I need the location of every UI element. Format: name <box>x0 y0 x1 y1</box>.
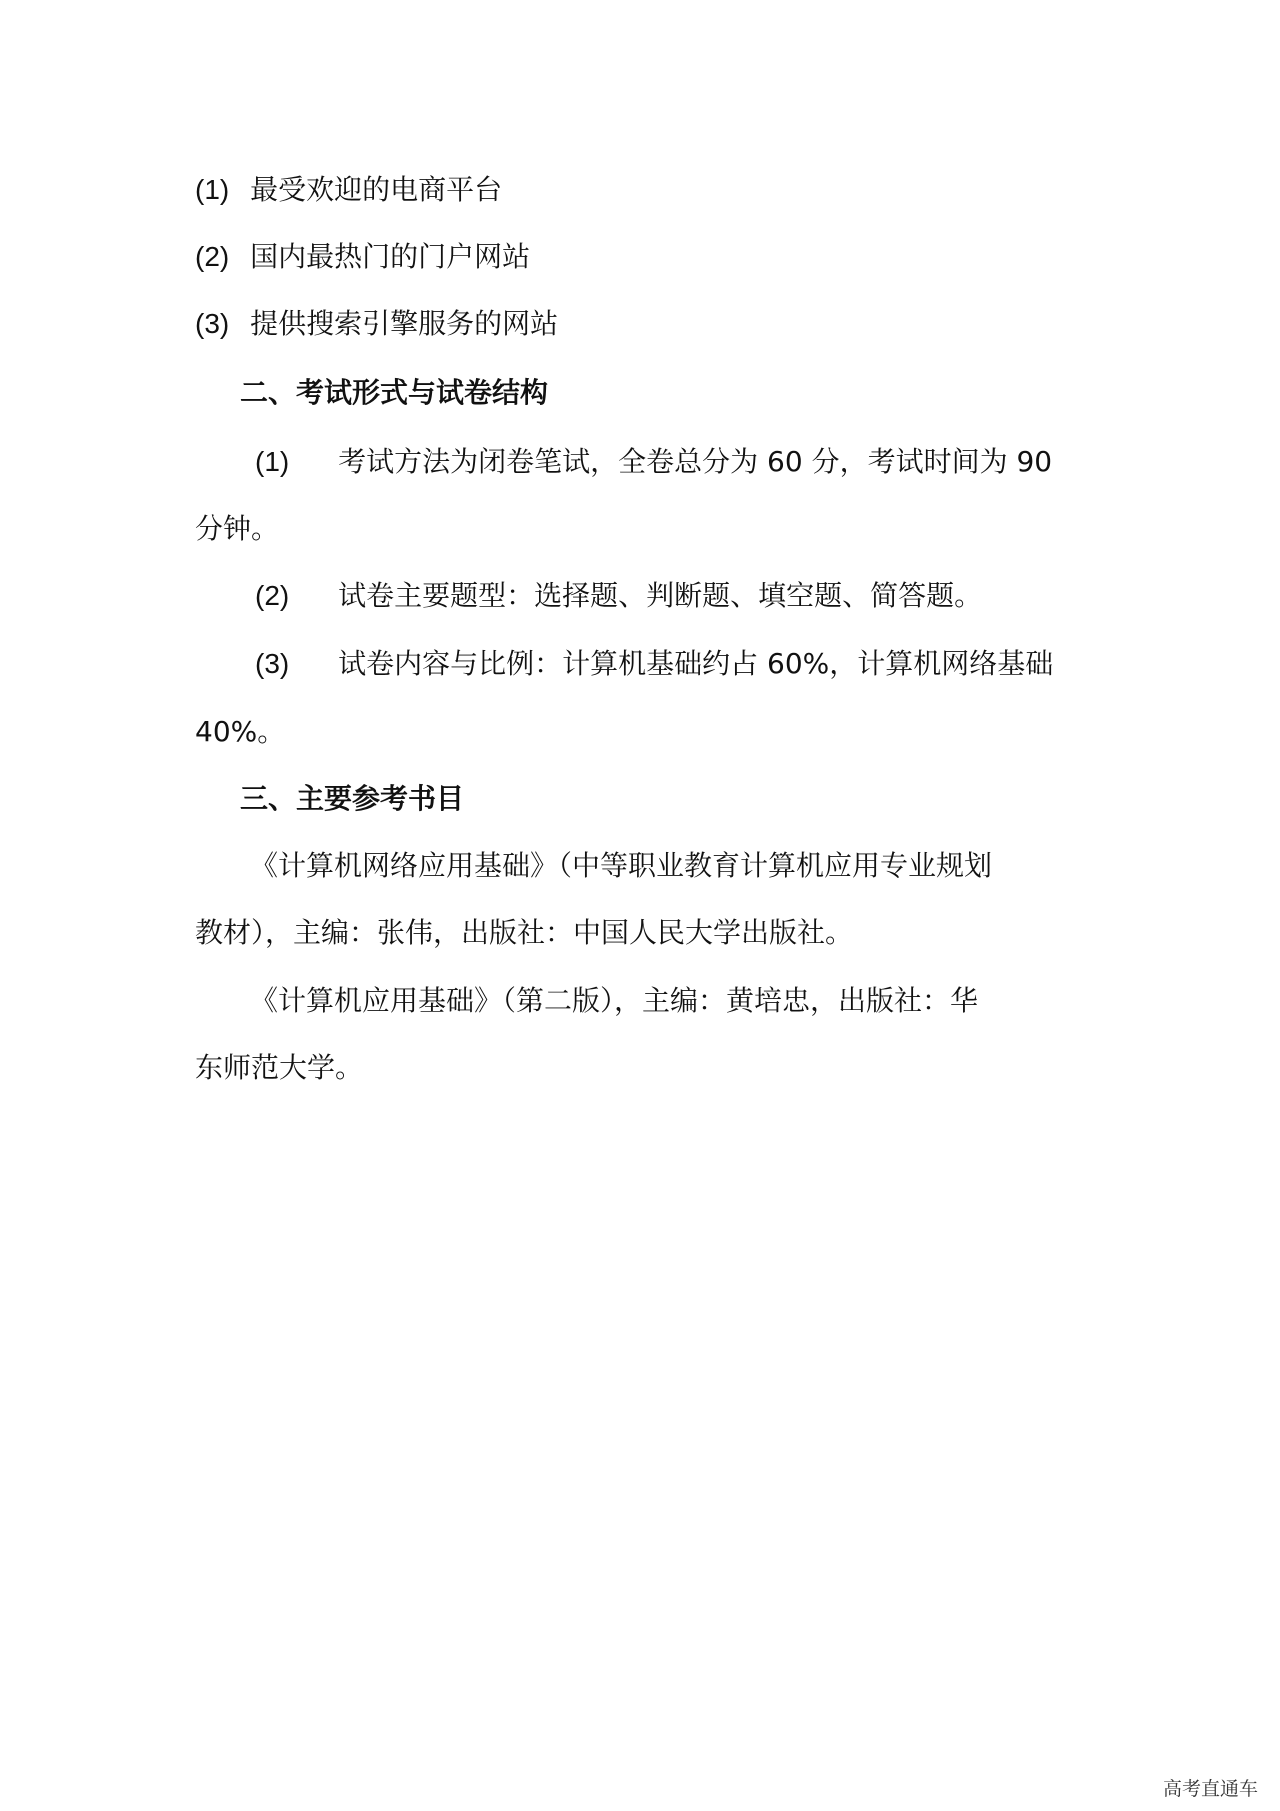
section-heading: 三、主要参考书目 <box>240 782 465 815</box>
list-item <box>195 237 530 277</box>
exam-item <box>255 644 1053 684</box>
item-text-continuation: 分钟。 <box>195 512 280 545</box>
item-text: 考试方法为闭卷笔试，全卷总分为 60 分，考试时间为 90 <box>338 445 1053 478</box>
reference-book: 《计算机应用基础》（第二版），主编：黄培忠，出版社：华 <box>250 984 979 1017</box>
reference-book-continuation: 东师范大学。 <box>195 1051 364 1084</box>
reference-book-continuation: 教材），主编：张伟，出版社：中国人民大学出版社。 <box>195 916 854 949</box>
list-number: (1) <box>195 174 230 205</box>
item-text-continuation: 40%。 <box>195 715 286 748</box>
list-text: 最受欢迎的电商平台 <box>250 173 503 206</box>
item-text: 试卷主要题型：选择题、判断题、填空题、简答题。 <box>338 579 983 612</box>
item-text: 试卷内容与比例：计算机基础约占 60%，计算机网络基础 <box>338 647 1054 680</box>
item-number: (1) <box>255 446 290 477</box>
exam-item <box>255 576 982 616</box>
item-number: (3) <box>255 648 290 679</box>
watermark: 高考直通车 <box>1162 1778 1258 1800</box>
list-number: (2) <box>195 241 230 272</box>
list-item <box>195 304 558 344</box>
item-number: (2) <box>255 580 290 611</box>
list-number: (3) <box>195 308 230 339</box>
section-heading: 二、考试形式与试卷结构 <box>240 376 549 409</box>
list-text: 提供搜索引擎服务的网站 <box>250 307 559 340</box>
exam-item <box>255 442 1052 482</box>
list-item <box>195 170 502 210</box>
list-text: 国内最热门的门户网站 <box>250 240 531 273</box>
reference-book: 《计算机网络应用基础》（中等职业教育计算机应用专业规划 <box>250 849 993 882</box>
